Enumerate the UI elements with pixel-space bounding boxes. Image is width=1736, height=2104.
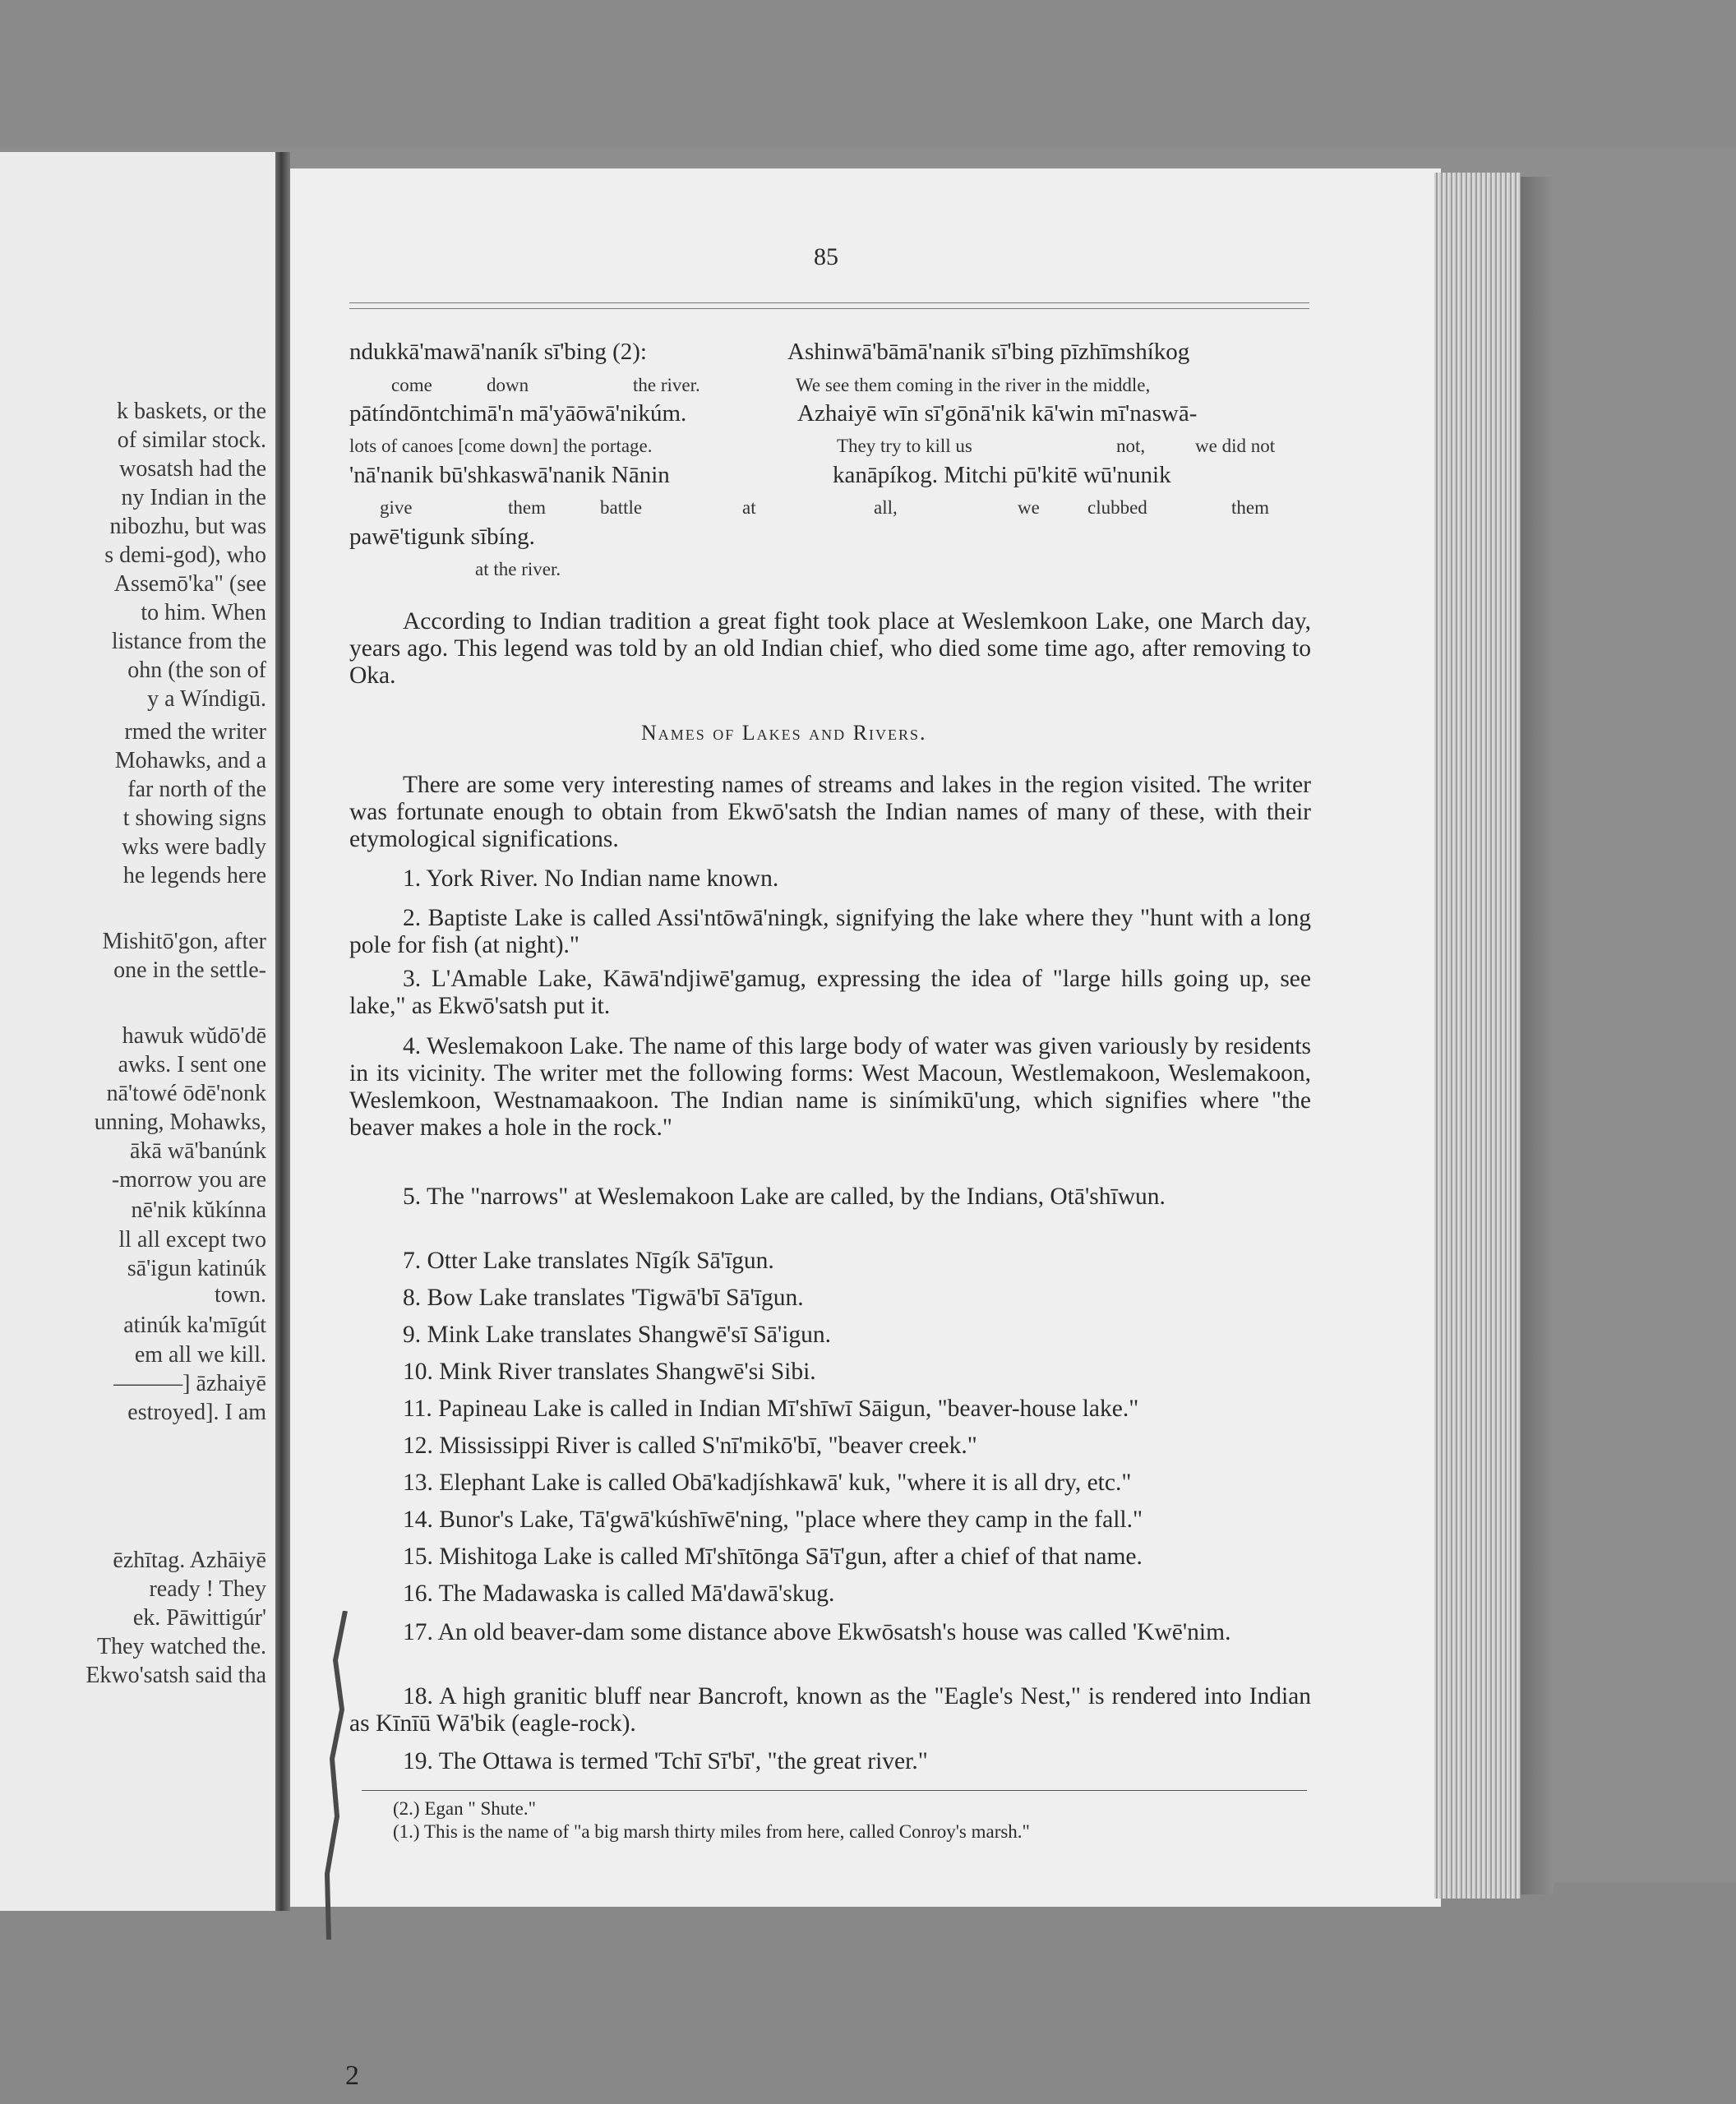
- list-item: 9. Mink Lake translates Shangwē'sī Sā'igun.: [403, 1322, 832, 1348]
- verse-line-3-left: 'nā'nanik bū'shkaswā'nanik Nānin: [349, 462, 670, 488]
- left-page-line: ll all except two: [118, 1227, 266, 1253]
- left-page-line: atinúk ka'mīgút: [123, 1313, 266, 1338]
- list-item: 15. Mishitoga Lake is called Mī'shītōnga Sā'ī'gun, after a chief of that name.: [403, 1543, 1143, 1570]
- left-page-line: rmed the writer: [124, 719, 266, 745]
- left-page-line: ohn (the son of: [127, 658, 266, 683]
- list-item: 13. Elephant Lake is called Obā'kadjíshkawā' kuk, "where it is all dry, etc.": [403, 1470, 1132, 1496]
- background-top: [0, 0, 1736, 148]
- gloss-4: at the river.: [475, 559, 561, 579]
- list-item: 5. The "narrows" at Weslemakoon Lake are called, by the Indians, Otā'shīwun.: [403, 1184, 1166, 1210]
- left-page-line: sā'igun katinúk: [127, 1256, 266, 1281]
- left-page-line: ready ! They: [149, 1576, 266, 1602]
- gloss-3-f: we: [1018, 497, 1040, 518]
- left-page-line: s demi-god), who: [104, 542, 266, 568]
- left-page-line: wks were badly: [122, 834, 266, 860]
- header-rule: [349, 302, 1309, 309]
- left-page-line: estroyed]. I am: [127, 1400, 266, 1425]
- gloss-3-b: them: [508, 497, 546, 518]
- gloss-2-d: we did not: [1195, 436, 1276, 456]
- left-page-line: to him. When: [141, 600, 266, 625]
- list-item: 1. York River. No Indian name known.: [403, 865, 779, 892]
- verse-line-3-right: kanāpíkog. Mitchi pū'kitē wū'nunik: [833, 462, 1171, 488]
- list-item: 18. A high granitic bluff near Bancroft, known as the "Eagle's Nest," is rendered into Indian as Kīnīū Wā'bik (eagle-rock).: [349, 1683, 1311, 1737]
- left-page-line: he legends here: [122, 863, 266, 888]
- verse-line-2-left: pātíndōntchimā'n mā'yāōwā'nikúm.: [349, 400, 687, 427]
- list-item: 2. Baptiste Lake is called Assi'ntōwā'ningk, signifying the lake where they "hunt with a long pole for fish (at night).": [349, 905, 1311, 958]
- left-page-line: of similar stock.: [117, 427, 266, 453]
- gloss-3-e: all,: [874, 497, 898, 518]
- gloss-3-c: battle: [600, 497, 643, 518]
- gloss-3-h: them: [1231, 497, 1269, 518]
- background-bottom: [0, 1882, 1736, 2104]
- section-heading: Names of Lakes and Rivers.: [641, 721, 927, 745]
- left-page-line: nibozhu, but was: [109, 514, 266, 539]
- list-item: 8. Bow Lake translates 'Tigwā'bī Sā'īgun.: [403, 1285, 804, 1311]
- list-item: 7. Otter Lake translates Nīgík Sā'īgun.: [403, 1248, 774, 1274]
- left-page-line: ēzhītag. Azhāiyē: [113, 1548, 266, 1573]
- gloss-2-b: They try to kill us: [837, 436, 972, 456]
- left-page-line: They watched the.: [96, 1634, 266, 1659]
- list-item: 14. Bunor's Lake, Tā'gwā'kúshīwē'ning, "place where they camp in the fall.": [403, 1506, 1143, 1533]
- list-item: 12. Mississippi River is called S'nī'mikō'bī, "beaver creek.": [403, 1433, 977, 1459]
- gloss-3-d: at: [742, 497, 756, 518]
- footnote-2: (2.) Egan " Shute.": [393, 1798, 536, 1819]
- left-page-line: ek. Pāwittigúr': [132, 1605, 266, 1631]
- left-page: [0, 152, 275, 1911]
- left-page-text: [0, 152, 271, 1911]
- left-page-line: one in the settle-: [113, 957, 266, 983]
- left-page-line: ———] āzhaiyē: [113, 1371, 266, 1396]
- left-page-line: Mishitō'gon, after: [102, 929, 266, 954]
- gloss-1-c: the river.: [633, 375, 700, 395]
- gloss-3-g: clubbed: [1087, 497, 1147, 518]
- left-page-line: nē'nik kŭkínna: [131, 1197, 266, 1223]
- left-page-line: wosatsh had the: [119, 456, 266, 482]
- book-gutter: [275, 152, 290, 1911]
- gloss-2-a: lots of canoes [come down] the portage.: [349, 436, 653, 456]
- left-page-line: -morrow you are: [111, 1167, 266, 1193]
- gloss-2-c: not,: [1116, 436, 1146, 456]
- verse-line-2-right: Azhaiyē wīn sī'gōnā'nik kā'win mī'naswā-: [797, 400, 1198, 427]
- page-edges: [1434, 173, 1521, 1899]
- verse-line-4: pawē'tigunk sībíng.: [349, 524, 535, 550]
- intro-paragraph: According to Indian tradition a great fight took place at Weslemkoon Lake, one March day, years ago. This legend was told by an old Indian chief, who died some time ago, after removing to Oka.: [349, 608, 1311, 689]
- list-item: 17. An old beaver-dam some distance above Ekwōsatsh's house was called 'Kwē'nim.: [403, 1619, 1231, 1645]
- list-item: 3. L'Amable Lake, Kāwā'ndjiwē'gamug, expressing the idea of "large hills going up, see lake," as Ekwō'satsh put it.: [349, 966, 1311, 1019]
- left-page-line: k baskets, or the: [117, 399, 266, 424]
- left-page-line: Ekwo'satsh said tha: [85, 1663, 266, 1688]
- left-page-line: far north of the: [127, 777, 266, 802]
- gloss-1-d: We see them coming in the river in the middle,: [796, 375, 1151, 395]
- left-page-line: em all we kill.: [134, 1342, 266, 1368]
- verse-line-1-left: ndukkā'mawā'naník sī'bing (2):: [349, 339, 647, 365]
- left-page-line: awks. I sent one: [118, 1052, 266, 1077]
- footnote-rule: [362, 1790, 1307, 1791]
- page-edge-shadow: [1521, 177, 1554, 1894]
- list-item: 19. The Ottawa is termed 'Tchī Sī'bī', "the great river.": [403, 1748, 928, 1774]
- left-page-line: ākā wā'banúnk: [130, 1138, 266, 1164]
- gloss-1-b: down: [487, 375, 529, 395]
- left-page-line: t showing signs: [122, 805, 266, 831]
- paragraph-intro: There are some very interesting names of streams and lakes in the region visited. The writer was fortunate enough to obtain from Ekwō'satsh the Indian names of many of these, with their etymological significations.: [349, 772, 1311, 852]
- footnote-1: (1.) This is the name of "a big marsh thirty miles from here, called Conroy's marsh.": [393, 1821, 1030, 1842]
- page-tear: [312, 1611, 353, 1940]
- left-page-line: unning, Mohawks,: [94, 1110, 266, 1135]
- list-item: 4. Weslemakoon Lake. The name of this large body of water was given variously by residents in its vicinity. The writer met the following forms: West Macoun, Westlemakoon, Weslemakoon, Weslemkoon, Westnamaakoon. The Indian name is sinímikū'ung, which signifies where "the beaver makes a hole in the rock.": [349, 1033, 1311, 1141]
- bottom-mark: 2: [345, 2060, 359, 2091]
- list-item: 11. Papineau Lake is called in Indian Mī'shīwī Sāigun, "beaver-house lake.": [403, 1396, 1139, 1422]
- left-page-line: ny Indian in the: [121, 485, 266, 510]
- page-number: 85: [814, 243, 838, 270]
- gloss-3-a: give: [380, 497, 413, 518]
- list-item: 16. The Madawaska is called Mā'dawā'skug.: [403, 1580, 835, 1607]
- left-page-line: y a Wíndigū.: [147, 686, 266, 712]
- left-page-line: Mohawks, and a: [114, 748, 266, 773]
- left-page-line: Assemō'ka" (see: [113, 571, 266, 597]
- gloss-1-a: come: [391, 375, 432, 395]
- left-page-line: nā'towé ōdē'nonk: [106, 1081, 266, 1106]
- verse-line-1-right: Ashinwā'bāmā'nanik sī'bing pīzhīmshíkog: [787, 339, 1190, 365]
- left-page-line: hawuk wŭdō'dē: [122, 1023, 266, 1049]
- list-item: 10. Mink River translates Shangwē'si Sibi.: [403, 1359, 816, 1385]
- left-page-line: listance from the: [111, 629, 266, 654]
- left-page-line: town.: [215, 1282, 266, 1308]
